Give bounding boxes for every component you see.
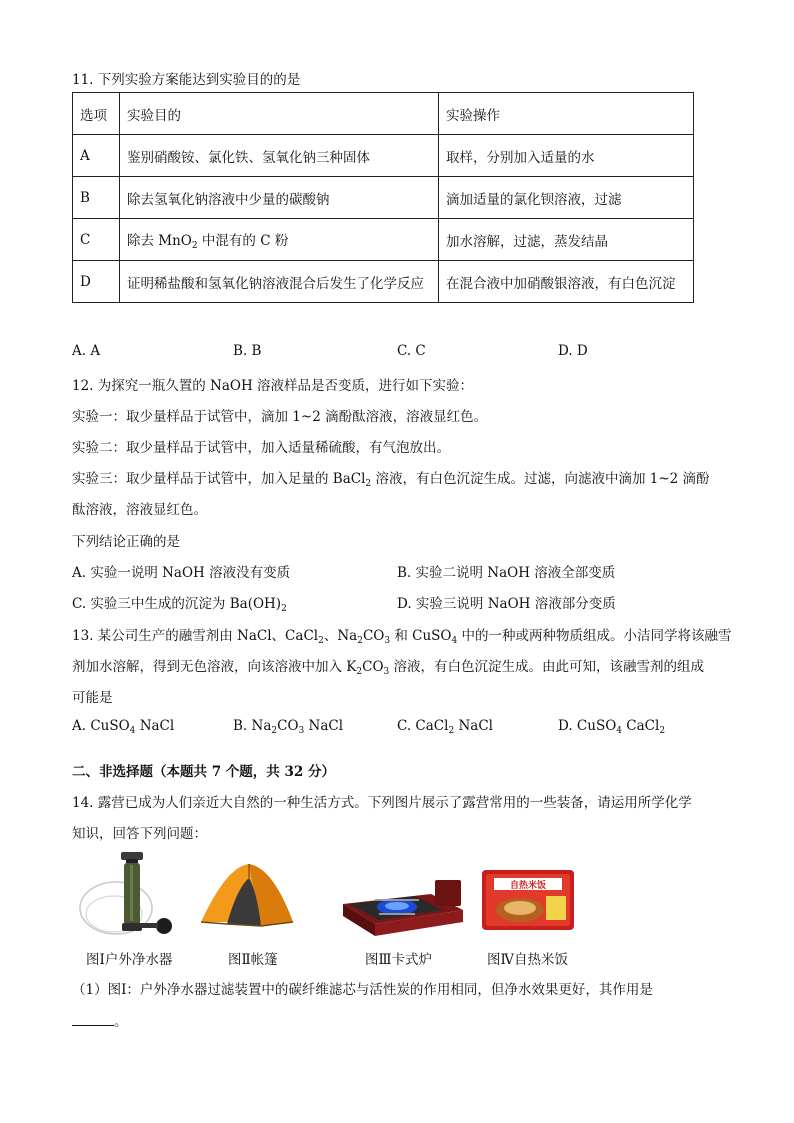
q11-choice-d: D. D bbox=[558, 343, 588, 359]
q12-experiment-3-cont: 酞溶液，溶液显红色。 bbox=[72, 502, 207, 518]
row-purpose: 鉴别硝酸铵、氯化铁、氢氧化钠三种固体 bbox=[120, 135, 439, 177]
table-row bbox=[73, 177, 694, 219]
q14-stem-line1: 14. 露营已成为人们亲近大自然的一种生活方式。下列图片展示了露营常用的一些装备，请运用所学化学 bbox=[72, 795, 692, 811]
table-row bbox=[73, 135, 694, 177]
water-purifier-image bbox=[74, 850, 186, 940]
caption-self-heating-rice: 图Ⅳ自热米饭 bbox=[487, 952, 568, 968]
q12-experiment-1: 实验一：取少量样品于试管中，滴加 1~2 滴酚酞溶液，溶液显红色。 bbox=[72, 409, 488, 425]
q13-choice-d: D. CuSO$_4$ CaCl$_2$ bbox=[558, 718, 666, 736]
row-operation: 滴加适量的氯化钡溶液，过滤 bbox=[439, 177, 694, 219]
self-heating-rice-image bbox=[480, 866, 576, 934]
q11-choice-b: B. B bbox=[233, 343, 262, 359]
q12-experiment-2: 实验二：取少量样品于试管中，加入适量稀硫酸，有气泡放出。 bbox=[72, 440, 450, 456]
q13-stem-line1: 13. 某公司生产的融雪剂由 NaCl、CaCl$_2$、$Na_2CO_3$ 和 CuSO$_4$ 中的一种或两种物质组成。小洁同学将该融雪 bbox=[72, 628, 732, 646]
row-purpose: 除去氢氧化钠溶液中少量的碳酸钠 bbox=[120, 177, 439, 219]
row-purpose: 除去 MnO$_2$ 中混有的 C 粉 bbox=[120, 219, 439, 261]
q12-choice-a: A. 实验一说明 NaOH 溶液没有变质 bbox=[72, 565, 291, 581]
row-purpose: 证明稀盐酸和氢氧化钠溶液混合后发生了化学反应 bbox=[120, 261, 439, 303]
q14-stem-line2: 知识，回答下列问题： bbox=[72, 826, 207, 842]
q12-ask: 下列结论正确的是 bbox=[72, 534, 180, 550]
q14-subquestion-1: （1）图Ⅰ：户外净水器过滤装置中的碳纤维滤芯与活性炭的作用相同，但净水效果更好，其作用是 bbox=[72, 982, 653, 998]
q12-stem: 12. 为探究一瓶久置的 NaOH 溶液样品是否变质，进行如下实验： bbox=[72, 378, 474, 394]
caption-tent: 图Ⅱ帐篷 bbox=[228, 952, 278, 968]
answer-blank-line[interactable] bbox=[72, 1013, 114, 1026]
table-header-row bbox=[73, 93, 694, 135]
row-option: B bbox=[73, 177, 120, 219]
row-operation: 在混合液中加硝酸银溶液，有白色沉淀 bbox=[439, 261, 694, 303]
q11-choice-c: C. C bbox=[397, 343, 426, 359]
table-row bbox=[73, 261, 694, 303]
row-option: A bbox=[73, 135, 120, 177]
q11-table bbox=[72, 92, 694, 303]
header-option: 选项 bbox=[73, 93, 120, 135]
q13-choice-a: A. CuSO$_4$ NaCl bbox=[72, 718, 175, 736]
q11-stem: 11. 下列实验方案能达到实验目的的是 bbox=[72, 72, 301, 88]
header-operation: 实验操作 bbox=[439, 93, 694, 135]
row-option: D bbox=[73, 261, 120, 303]
q12-choice-d: D. 实验三说明 NaOH 溶液部分变质 bbox=[397, 596, 616, 612]
caption-water-purifier: 图Ⅰ户外净水器 bbox=[86, 952, 173, 968]
q12-choice-c: C. 实验三中生成的沉淀为 $Ba(OH)_2$ bbox=[72, 596, 287, 614]
q14-answer-blank: 。 bbox=[72, 1010, 128, 1030]
q13-stem-line3: 可能是 bbox=[72, 690, 113, 706]
tent-image bbox=[197, 862, 297, 934]
table-row bbox=[73, 219, 694, 261]
header-purpose: 实验目的 bbox=[120, 93, 439, 135]
row-operation: 取样，分别加入适量的水 bbox=[439, 135, 694, 177]
q13-choice-b: B. $Na_2CO_3$ NaCl bbox=[233, 718, 344, 736]
row-operation: 加水溶解，过滤，蒸发结晶 bbox=[439, 219, 694, 261]
caption-cassette-stove: 图Ⅲ卡式炉 bbox=[365, 952, 433, 968]
cassette-stove-image bbox=[335, 870, 467, 940]
rice-box-label: 自热米饭 bbox=[509, 881, 547, 891]
q12-experiment-3: 实验三：取少量样品于试管中，加入足量的 BaCl$_2$ 溶液，有白色沉淀生成。过滤，向滤液中滴加 1~2 滴酚 bbox=[72, 471, 710, 489]
q11-choice-a: A. A bbox=[72, 343, 101, 359]
q13-choice-c: C. CaCl$_2$ NaCl bbox=[397, 718, 494, 736]
q12-choice-b: B. 实验二说明 NaOH 溶液全部变质 bbox=[397, 565, 616, 581]
row-option: C bbox=[73, 219, 120, 261]
section-2-heading: 二、非选择题（本题共 7 个题，共 32 分） bbox=[72, 764, 335, 780]
q13-stem-line2: 剂加水溶解，得到无色溶液，向该溶液中加入 $K_2CO_3$ 溶液，有白色沉淀生成。由此可知，该融雪剂的组成 bbox=[72, 659, 705, 677]
